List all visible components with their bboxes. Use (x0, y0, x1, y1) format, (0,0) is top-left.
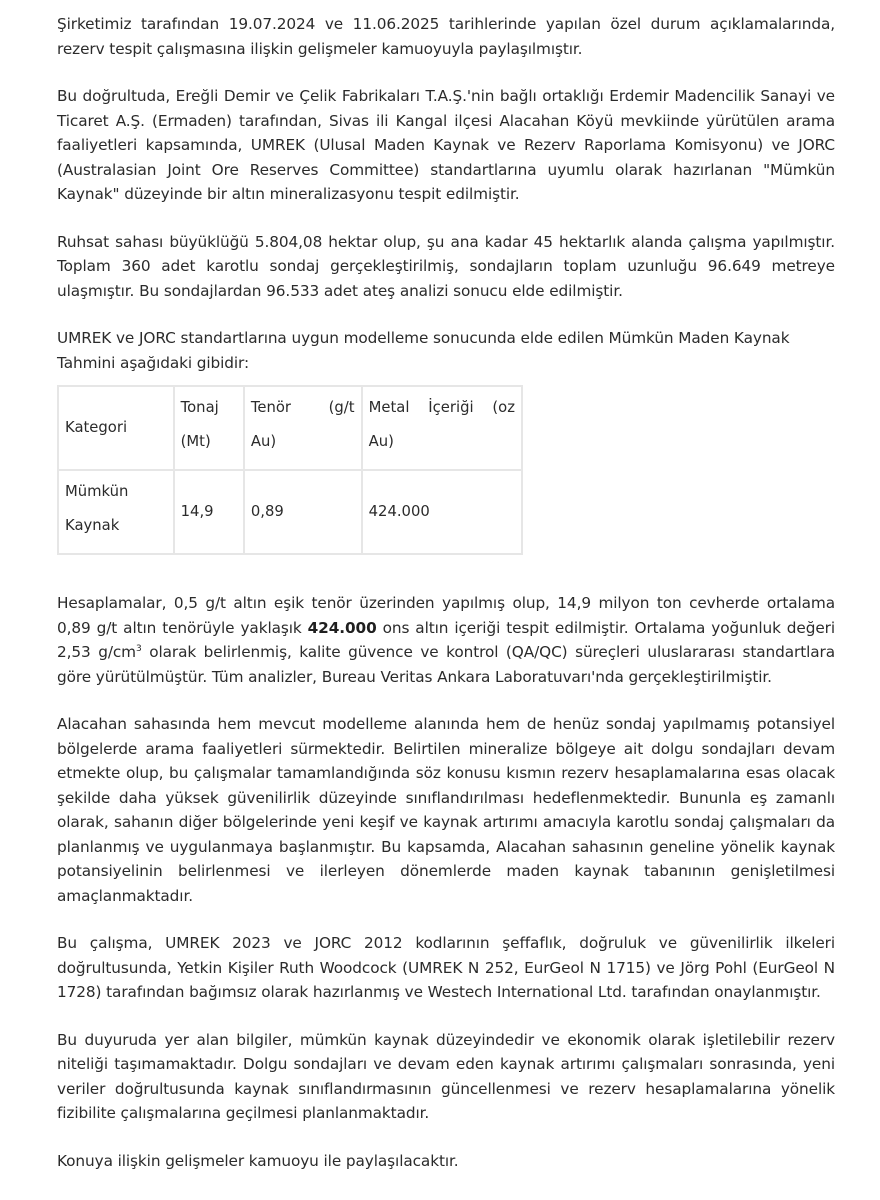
paragraph-license-area (57, 230, 835, 304)
gold-ounces-highlight: 424.000 (307, 618, 377, 637)
header-category-label: Kategori (65, 419, 128, 436)
paragraph-discovery-text: Bu doğrultuda, Ereğli Demir ve Çelik Fabrikaları T.A.Ş.'nin bağlı ortaklığı Erdemir Madencilik Sanayi ve Ticaret A.Ş. (Ermaden) tarafından, Sivas ili Kangal ilçesi Alacahan Köyü mevkiinde yürütülen arama faaliyetleri kapsamında, UMREK (Ulusal Maden Kaynak ve Rezerv Raporlama Komisyonu) ve JORC (Australasian Joint Ore Reserves Committee) standartlarına uyumlu olarak hazırlanan "Mümkün Kaynak" düzeyinde bir altın mineralizasyonu tespit edilmiştir. (57, 87, 835, 203)
paragraph-closing (57, 1149, 835, 1174)
paragraph-intro-text: Şirketimiz tarafından 19.07.2024 ve 11.06.2025 tarihlerinde yapılan özel durum açıklamalarında, rezerv tespit çalışmasına ilişkin gelişmeler kamuoyuyla paylaşılmıştır. (57, 15, 835, 58)
paragraph-calculations (57, 591, 835, 689)
header-grade-label-line1: Tenör (g/t (250, 399, 355, 416)
header-tonnage-label-line2: (Mt) (180, 433, 211, 450)
resource-estimate-table (57, 385, 523, 555)
paragraph-calculations-text-c: olarak belirlenmiş, kalite güvence ve kontrol (QA/QC) süreçleri uluslararası standartlara göre yürütülmüştür. Tüm analizler, Bureau Veritas Ankara Laboratuvarı'nda gerçekleştirilmiştir. (57, 643, 836, 686)
paragraph-calculations-text-a: Hesaplamalar, 0,5 g/t altın eşik tenör üzerinden yapılmış olup, 14,9 milyon ton cevherde ortalama 0,89 g/t altın tenörüyle yaklaşık (57, 594, 835, 637)
paragraph-disclaimer-text: Bu duyuruda yer alan bilgiler, mümkün kaynak düzeyindedir ve ekonomik olarak işletilebilir rezerv niteliği taşımamaktadır. Dolgu sondajları ve devam eden kaynak artırımı çalışmaları sonrasında, yeni veriler doğrultusunda kaynak sınıflandırmasının güncellenmesi ve rezerv hesaplamalarına yönelik fizibilite çalışmalarına geçilmesi planlanmaktadır. (57, 1030, 835, 1122)
table-row (58, 470, 522, 554)
header-tonnage-label-line1: Tonaj (180, 399, 219, 416)
paragraph-competent-persons (57, 931, 835, 1005)
row-category-cell (58, 470, 174, 554)
announcement-document (57, 12, 835, 1196)
header-metal-content-cell (362, 386, 522, 470)
paragraph-calculations-text-b: ons altın içeriği tespit edilmiştir. Ortalama yoğunluk değeri 2,53 g/cm (57, 618, 835, 661)
paragraph-exploration (57, 712, 835, 908)
header-grade-cell (244, 386, 362, 470)
paragraph-discovery (57, 84, 835, 207)
row-metal-content-cell (362, 470, 522, 554)
row-grade-value: 0,89 (250, 503, 284, 520)
paragraph-competent-persons-text: Bu çalışma, UMREK 2023 ve JORC 2012 kodlarının şeffaflık, doğruluk ve güvenilirlik ilkeleri doğrultusunda, Yetkin Kişiler Ruth Woodcock (UMREK N 252, EurGeol N 1715) ve Jörg Pohl (EurGeol N 1728) tarafından bağımsız olarak hazırlanmış ve Westech International Ltd. tarafından onaylanmıştır. (57, 934, 835, 1001)
paragraph-table-intro (57, 326, 835, 375)
paragraph-intro (57, 12, 835, 61)
header-tonnage-cell (174, 386, 244, 470)
header-grade-label-line2: Au) (250, 433, 277, 450)
paragraph-closing-text: Konuya ilişkin gelişmeler kamuoyu ile paylaşılacaktır. (57, 1151, 459, 1170)
superscript-three: 3 (136, 643, 142, 654)
row-tonnage-cell (174, 470, 244, 554)
paragraph-exploration-text: Alacahan sahasında hem mevcut modelleme alanında hem de henüz sondaj yapılmamış potansiyel bölgelerde arama faaliyetleri sürmektedir. Belirtilen mineralize bölgeye ait dolgu sondajları devam etmekte olup, bu çalışmalar tamamlandığında söz konusu kısmın rezerv hesaplamalarına esas olacak şekilde daha yüksek güvenilirlik düzeyinde sınıflandırılması hedeflenmektedir. Bununla eş zamanlı olarak, sahanın diğer bölgelerinde yeni keşif ve kaynak artırımı amacıyla karotlu sondaj çalışmaları da planlanmış ve uygulanmaya başlanmıştır. Bu kapsamda, Alacahan sahasının geneline yönelik kaynak potansiyelinin belirlenmesi ve ilerleyen dönemlerde maden kaynak tabanının genişletilmesi amaçlanmaktadır. (57, 715, 835, 905)
paragraph-disclaimer (57, 1028, 835, 1126)
row-grade-cell (244, 470, 362, 554)
header-metal-content-label-line1: Metal İçeriği (oz (368, 399, 515, 416)
table-header-row (58, 386, 522, 470)
header-metal-content-label-line2: Au) (368, 433, 394, 450)
row-metal-content-value: 424.000 (368, 503, 430, 520)
header-category-cell (58, 386, 174, 470)
row-category-line1: Mümkün (65, 483, 129, 500)
row-tonnage-value: 14,9 (180, 503, 214, 520)
paragraph-license-area-text: Ruhsat sahası büyüklüğü 5.804,08 hektar olup, şu ana kadar 45 hektarlık alanda çalışma yapılmıştır. Toplam 360 adet karotlu sondaj gerçekleştirilmiş, sondajların toplam uzunluğu 96.649 metreye ulaşmıştır. Bu sondajlardan 96.533 adet ateş analizi sonucu elde edilmiştir. (57, 232, 835, 300)
row-category-line2: Kaynak (65, 517, 120, 534)
paragraph-table-intro-text: UMREK ve JORC standartlarına uygun modelleme sonucunda elde edilen Mümkün Maden Kaynak Tahmini aşağıdaki gibidir: (57, 329, 790, 372)
